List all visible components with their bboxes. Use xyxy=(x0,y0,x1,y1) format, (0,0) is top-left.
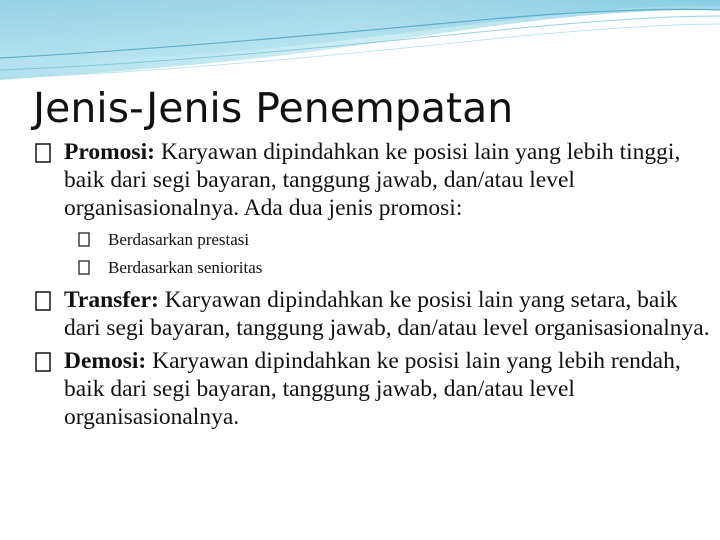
bullet-item-promosi xyxy=(32,138,712,222)
sub-bullet-label: Berdasarkan senioritas xyxy=(108,258,263,277)
missing-glyph-box-icon xyxy=(76,260,91,275)
missing-glyph-box-icon xyxy=(32,351,54,373)
missing-glyph-box-icon xyxy=(32,142,54,164)
missing-glyph-box-icon xyxy=(76,232,91,247)
bullet-item-transfer xyxy=(32,286,712,342)
slide-title: Jenis-Jenis Penempatan xyxy=(33,84,514,132)
sub-bullet-prestasi xyxy=(32,229,712,250)
term-demosi: Demosi: xyxy=(64,348,147,374)
term-transfer: Transfer: xyxy=(64,287,159,313)
sub-bullet-senioritas xyxy=(32,257,712,278)
text-transfer: Karyawan dipindahkan ke posisi lain yang setara, baik dari segi bayaran, tanggung jawab, dan/atau level organisasionalnya. xyxy=(64,287,710,341)
term-promosi: Promosi: xyxy=(64,139,155,165)
text-demosi: Karyawan dipindahkan ke posisi lain yang lebih rendah, baik dari segi bayaran, tanggung jawab, dan/atau level organisasionalnya. xyxy=(64,348,681,430)
missing-glyph-box-icon xyxy=(32,290,54,312)
sub-bullet-label: Berdasarkan prestasi xyxy=(108,230,250,249)
slide-body xyxy=(32,138,712,431)
text-promosi: Karyawan dipindahkan ke posisi lain yang lebih tinggi, baik dari segi bayaran, tanggung jawab, dan/atau level organisasionalnya. Ada dua jenis promosi: xyxy=(64,139,681,221)
bullet-item-demosi xyxy=(32,347,712,431)
